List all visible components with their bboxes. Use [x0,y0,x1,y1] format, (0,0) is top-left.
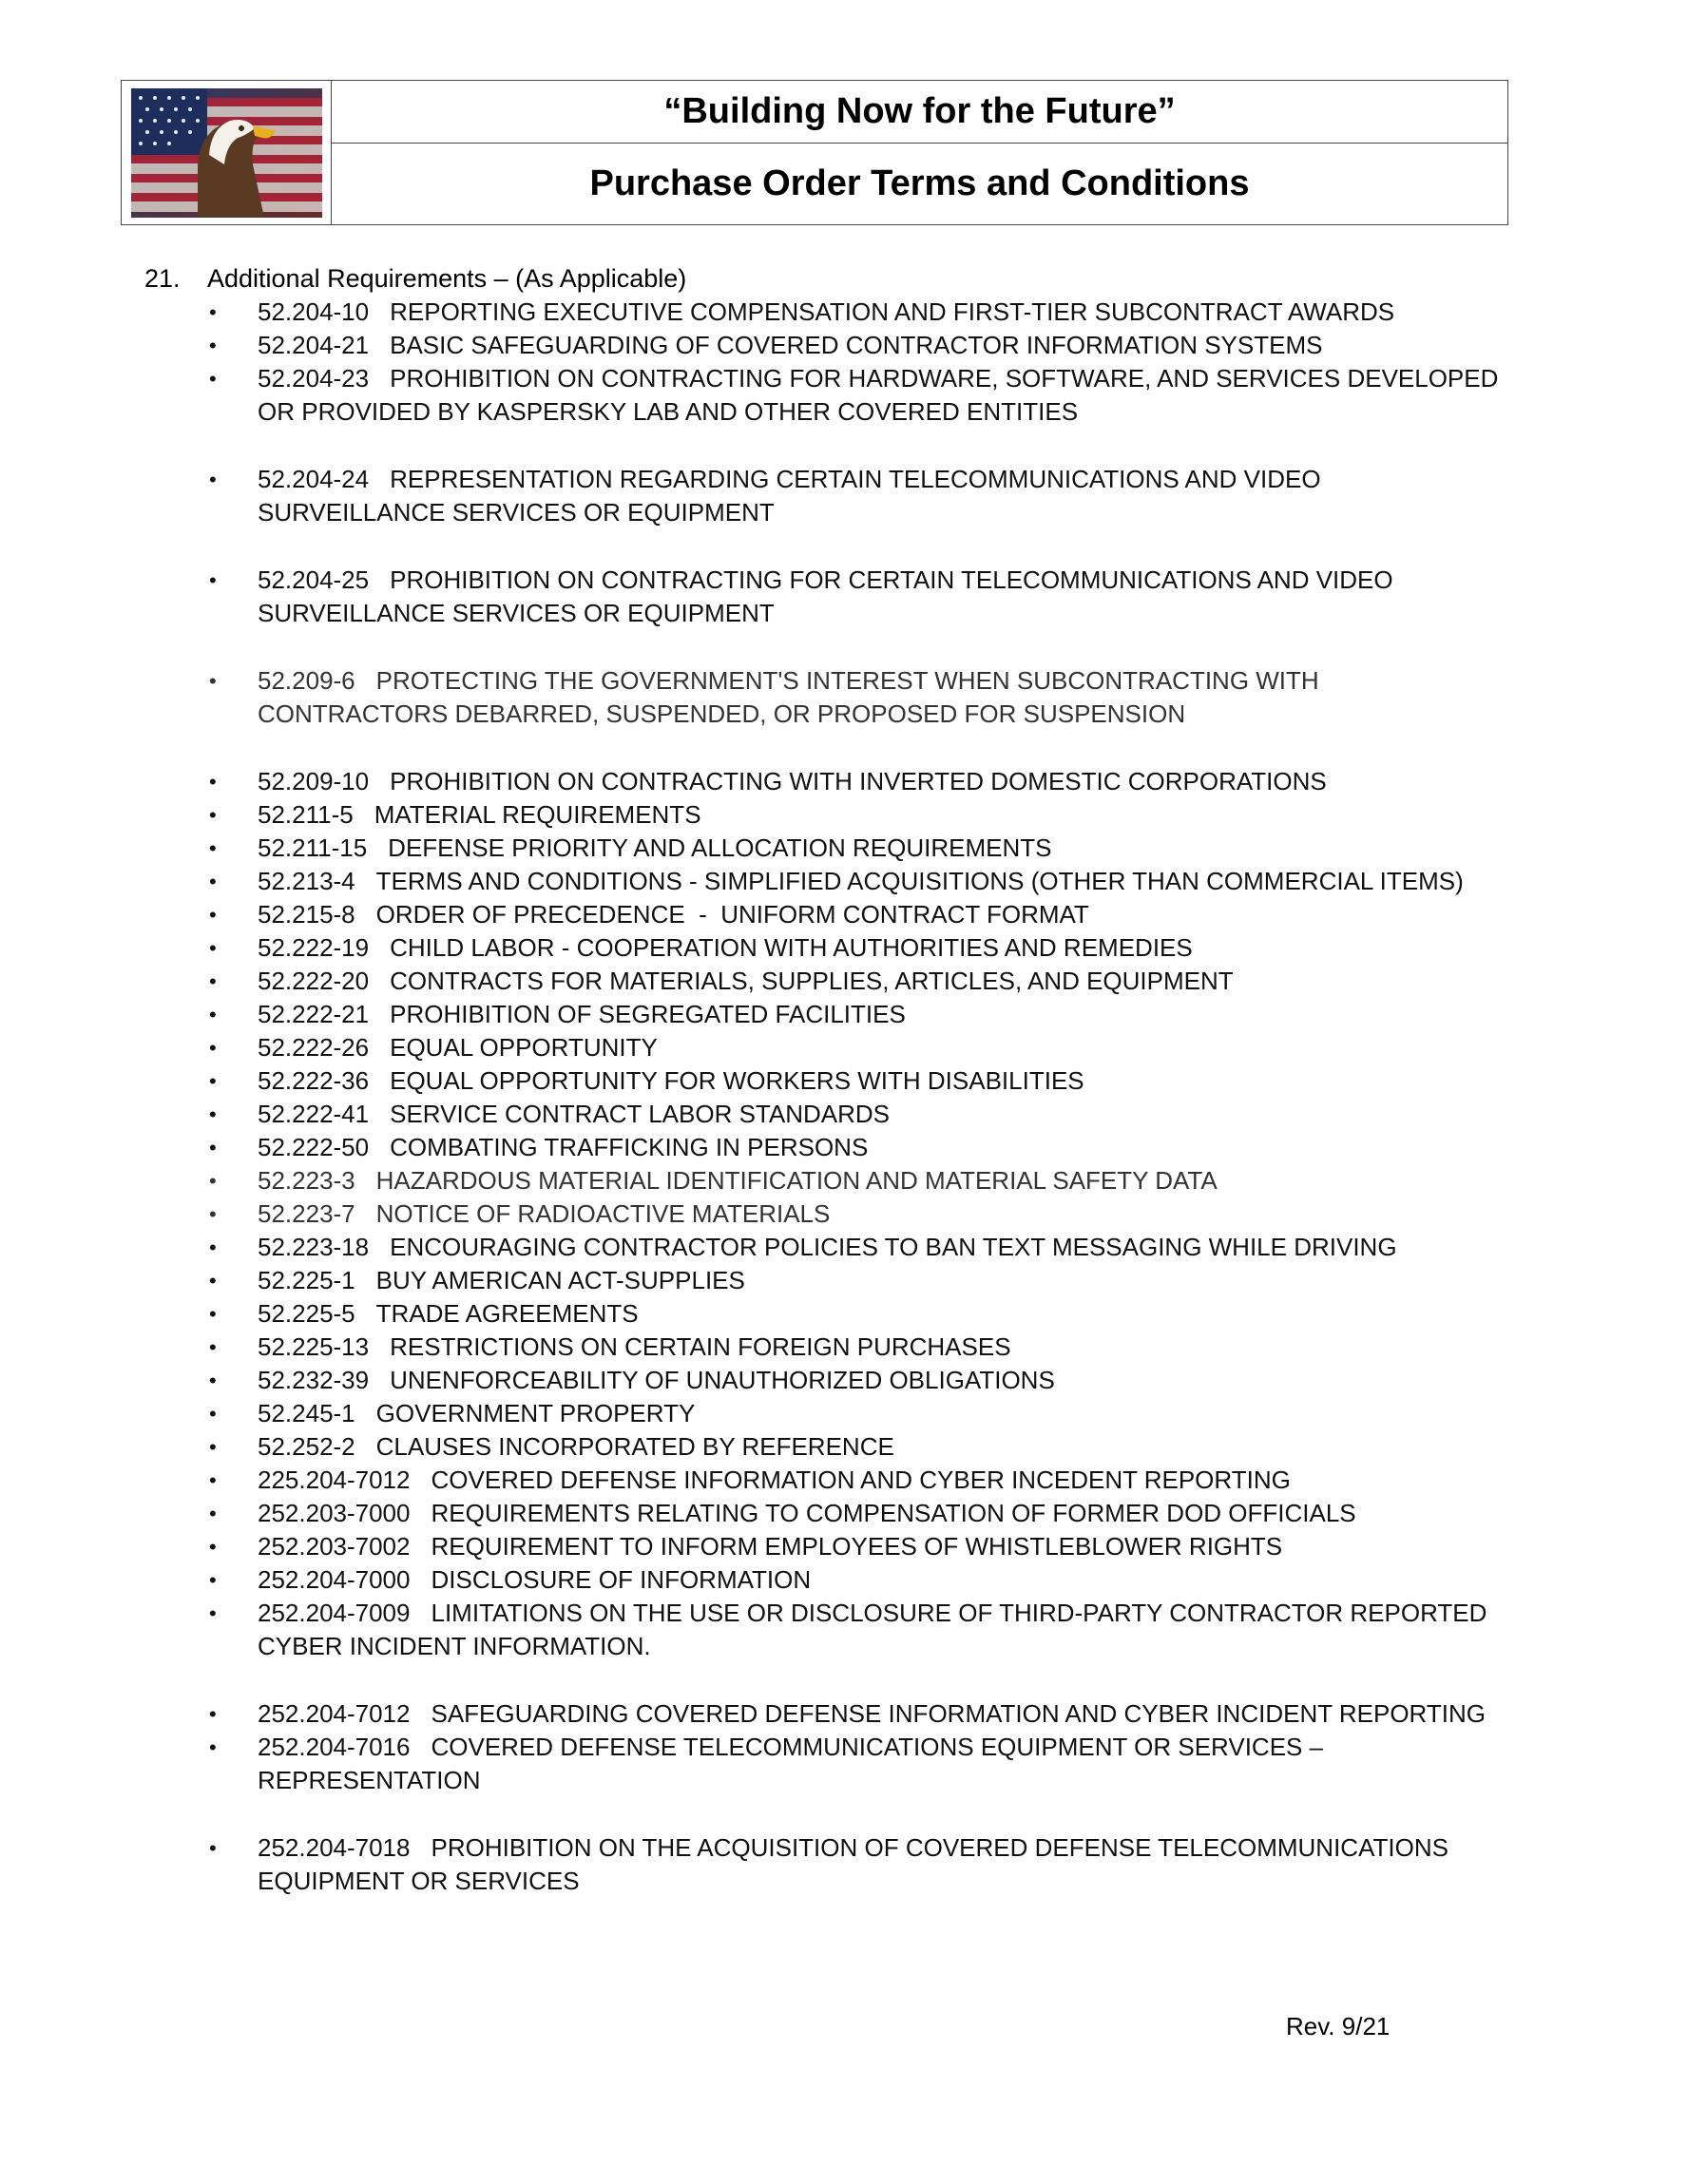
clause-item [144,1064,1513,1098]
clause-title: BASIC SAFEGUARDING OF COVERED CONTRACTOR INFORMATION SYSTEMS [390,331,1323,359]
clause-item [144,1231,1513,1264]
bullet-icon: • [209,1302,217,1326]
clause-code: 252.204-7016 [258,1733,411,1761]
clause-title: PROTECTING THE GOVERNMENT'S INTEREST WHEN SUBCONTRACTING WITH CONTRACTORS DEBARRED, SUSPENDED, OR PROPOSED FOR SUSPENSION [258,666,1319,728]
clause-code: 52.222-50 [258,1133,370,1161]
bullet-icon: • [209,367,217,391]
clause-title: TERMS AND CONDITIONS - SIMPLIFIED ACQUISITIONS (OTHER THAN COMMERCIAL ITEMS) [375,867,1464,895]
clause-code: 52.222-36 [258,1066,370,1095]
bullet-icon: • [209,300,217,324]
bullet-icon: • [209,903,217,927]
clause-code: 52.223-3 [258,1166,355,1195]
clause-code: 52.211-5 [258,800,354,829]
clause-title: HAZARDOUS MATERIAL IDENTIFICATION AND MATERIAL SAFETY DATA [375,1166,1218,1195]
clause-code: 52.209-10 [258,767,370,795]
clause-item [144,1430,1513,1464]
clause-title: PROHIBITION ON THE ACQUISITION OF COVERED DEFENSE TELECOMMUNICATIONS EQUIPMENT OR SERVICES [258,1833,1448,1895]
eagle-flag-logo-icon [131,88,322,218]
clause-item [144,865,1513,898]
clause-code: 52.204-23 [258,364,370,393]
clause-code: 52.222-21 [258,1000,370,1028]
clause-item [144,1098,1513,1131]
bullet-icon: • [209,803,217,827]
clause-title: REPORTING EXECUTIVE COMPENSATION AND FIRST-TIER SUBCONTRACT AWARDS [390,297,1395,326]
clause-title: ENCOURAGING CONTRACTOR POLICIES TO BAN TEXT MESSAGING WHILE DRIVING [390,1233,1397,1261]
bullet-icon: • [209,1435,217,1459]
clause-item [144,1831,1513,1898]
section-title: Additional Requirements – (As Applicable) [207,264,687,293]
clause-title: BUY AMERICAN ACT-SUPPLIES [375,1266,745,1294]
clause-code: 225.204-7012 [258,1466,411,1494]
clause-code: 252.204-7012 [258,1699,411,1728]
clause-code: 52.209-6 [258,666,355,695]
clause-item [144,1464,1513,1497]
clause-item [144,898,1513,931]
clause-list [144,296,1513,1898]
clause-title: COVERED DEFENSE TELECOMMUNICATIONS EQUIPMENT OR SERVICES – REPRESENTATION [258,1733,1324,1794]
clause-title: GOVERNMENT PROPERTY [375,1399,696,1427]
document-header [121,80,1508,225]
clause-item [144,463,1513,529]
bullet-icon: • [209,1202,217,1226]
logo-cell [122,81,332,224]
clause-code: 52.204-25 [258,565,370,594]
clause-title: COVERED DEFENSE INFORMATION AND CYBER INCEDENT REPORTING [431,1466,1291,1494]
clause-title: LIMITATIONS ON THE USE OR DISCLOSURE OF THIRD-PARTY CONTRACTOR REPORTED CYBER INCIDENT INFORMATION. [258,1599,1487,1660]
clause-item [144,1597,1513,1663]
bullet-icon: • [209,334,217,357]
bullet-icon: • [209,1036,217,1060]
document-slogan: “Building Now for the Future” [332,81,1507,144]
clause-item [144,998,1513,1031]
section-number: 21. [144,264,181,293]
bullet-icon: • [209,1236,217,1259]
clause-title: COMBATING TRAFFICKING IN PERSONS [390,1133,869,1161]
clause-code: 52.225-13 [258,1332,370,1361]
bullet-icon: • [209,1601,217,1625]
clause-item [144,1697,1513,1731]
clause-title: DISCLOSURE OF INFORMATION [431,1565,812,1594]
clause-item [144,1364,1513,1397]
clause-title: EQUAL OPPORTUNITY FOR WORKERS WITH DISABILITIES [390,1066,1084,1095]
bullet-icon: • [209,1535,217,1559]
clause-title: ORDER OF PRECEDENCE - UNIFORM CONTRACT FORMAT [375,900,1089,929]
clause-title: REPRESENTATION REGARDING CERTAIN TELECOMMUNICATIONS AND VIDEO SURVEILLANCE SERVICES OR EQUIPMENT [258,465,1321,527]
clause-code: 52.213-4 [258,867,355,895]
clause-item [144,832,1513,865]
bullet-icon: • [209,1269,217,1293]
clause-code: 52.215-8 [258,900,355,929]
clause-code: 52.223-7 [258,1199,355,1228]
clause-item [144,1497,1513,1530]
revision-label: Rev. 9/21 [1286,2012,1391,2040]
clause-code: 52.222-19 [258,933,370,962]
clause-item [144,329,1513,362]
bullet-icon: • [209,568,217,592]
section-additional-requirements [144,261,1513,1898]
clause-code: 52.232-39 [258,1366,370,1394]
bullet-icon: • [209,1169,217,1193]
bullet-icon: • [209,1402,217,1426]
bullet-icon: • [209,1136,217,1159]
clause-item [144,296,1513,329]
clause-title: CLAUSES INCORPORATED BY REFERENCE [375,1432,894,1461]
clause-item [144,1563,1513,1597]
clause-item [144,1530,1513,1563]
clause-item [144,1397,1513,1430]
clause-title: NOTICE OF RADIOACTIVE MATERIALS [375,1199,831,1228]
clause-item [144,1164,1513,1197]
clause-item [144,1297,1513,1331]
clause-title: CONTRACTS FOR MATERIALS, SUPPLIES, ARTICLES, AND EQUIPMENT [390,967,1234,995]
clause-code: 52.245-1 [258,1399,355,1427]
bullet-icon: • [209,1069,217,1093]
clause-title: PROHIBITION ON CONTRACTING WITH INVERTED DOMESTIC CORPORATIONS [390,767,1327,795]
bullet-icon: • [209,969,217,993]
clause-title: SERVICE CONTRACT LABOR STANDARDS [390,1100,890,1128]
clause-title: TRADE AGREEMENTS [375,1299,639,1328]
document-title: Purchase Order Terms and Conditions [589,163,1250,203]
bullet-icon: • [209,1702,217,1726]
clause-title: DEFENSE PRIORITY AND ALLOCATION REQUIREMENTS [388,833,1052,862]
bullet-icon: • [209,1735,217,1759]
clause-code: 252.204-7009 [258,1599,411,1627]
clause-code: 52.204-21 [258,331,370,359]
clause-title: REQUIREMENTS RELATING TO COMPENSATION OF FORMER DOD OFFICIALS [431,1499,1356,1527]
clause-item [144,664,1513,731]
clause-code: 52.222-41 [258,1100,370,1128]
bullet-icon: • [209,1102,217,1126]
clause-item [144,362,1513,429]
clause-item [144,798,1513,832]
clause-code: 52.223-18 [258,1233,370,1261]
clause-title: PROHIBITION ON CONTRACTING FOR HARDWARE, SOFTWARE, AND SERVICES DEVELOPED OR PROVIDED BY KASPERSKY LAB AND OTHER COVERED ENTITIES [258,364,1499,426]
title-cell [332,81,1507,224]
bullet-icon: • [209,1369,217,1392]
clause-code: 52.204-10 [258,297,370,326]
clause-item [144,1131,1513,1164]
clause-code: 52.204-24 [258,465,370,493]
clause-title: REQUIREMENT TO INFORM EMPLOYEES OF WHISTLEBLOWER RIGHTS [431,1532,1283,1561]
clause-title: MATERIAL REQUIREMENTS [374,800,701,829]
clause-item [144,1031,1513,1064]
clause-title: UNENFORCEABILITY OF UNAUTHORIZED OBLIGATIONS [390,1366,1055,1394]
clause-item [144,931,1513,965]
bullet-icon: • [209,1568,217,1592]
clause-title: CHILD LABOR - COOPERATION WITH AUTHORITIES AND REMEDIES [390,933,1193,962]
clause-item [144,1197,1513,1231]
bullet-icon: • [209,870,217,893]
section-heading [144,261,1513,296]
clause-title: RESTRICTIONS ON CERTAIN FOREIGN PURCHASES [390,1332,1011,1361]
clause-code: 52.222-26 [258,1033,370,1062]
bullet-icon: • [209,836,217,860]
bullet-icon: • [209,1003,217,1026]
bullet-icon: • [209,669,217,693]
clause-title: EQUAL OPPORTUNITY [390,1033,658,1062]
bullet-icon: • [209,1836,217,1860]
clause-code: 252.204-7000 [258,1565,411,1594]
bullet-icon: • [209,936,217,960]
clause-title: PROHIBITION OF SEGREGATED FACILITIES [390,1000,906,1028]
clause-item [144,1731,1513,1797]
bullet-icon: • [209,468,217,491]
bullet-icon: • [209,770,217,794]
clause-title: PROHIBITION ON CONTRACTING FOR CERTAIN TELECOMMUNICATIONS AND VIDEO SURVEILLANCE SERVICES OR EQUIPMENT [258,565,1393,627]
bullet-icon: • [209,1502,217,1525]
clause-code: 52.225-5 [258,1299,355,1328]
clause-item [144,965,1513,998]
clause-code: 252.203-7000 [258,1499,411,1527]
clause-code: 52.211-15 [258,833,368,862]
clause-code: 52.222-20 [258,967,370,995]
clause-item [144,564,1513,630]
bullet-icon: • [209,1335,217,1359]
clause-code: 52.252-2 [258,1432,355,1461]
clause-item [144,1264,1513,1297]
clause-code: 52.225-1 [258,1266,355,1294]
clause-code: 252.204-7018 [258,1833,411,1862]
clause-title: SAFEGUARDING COVERED DEFENSE INFORMATION AND CYBER INCIDENT REPORTING [431,1699,1486,1728]
clause-item [144,1331,1513,1364]
bullet-icon: • [209,1468,217,1492]
clause-code: 252.203-7002 [258,1532,411,1561]
clause-item [144,765,1513,798]
